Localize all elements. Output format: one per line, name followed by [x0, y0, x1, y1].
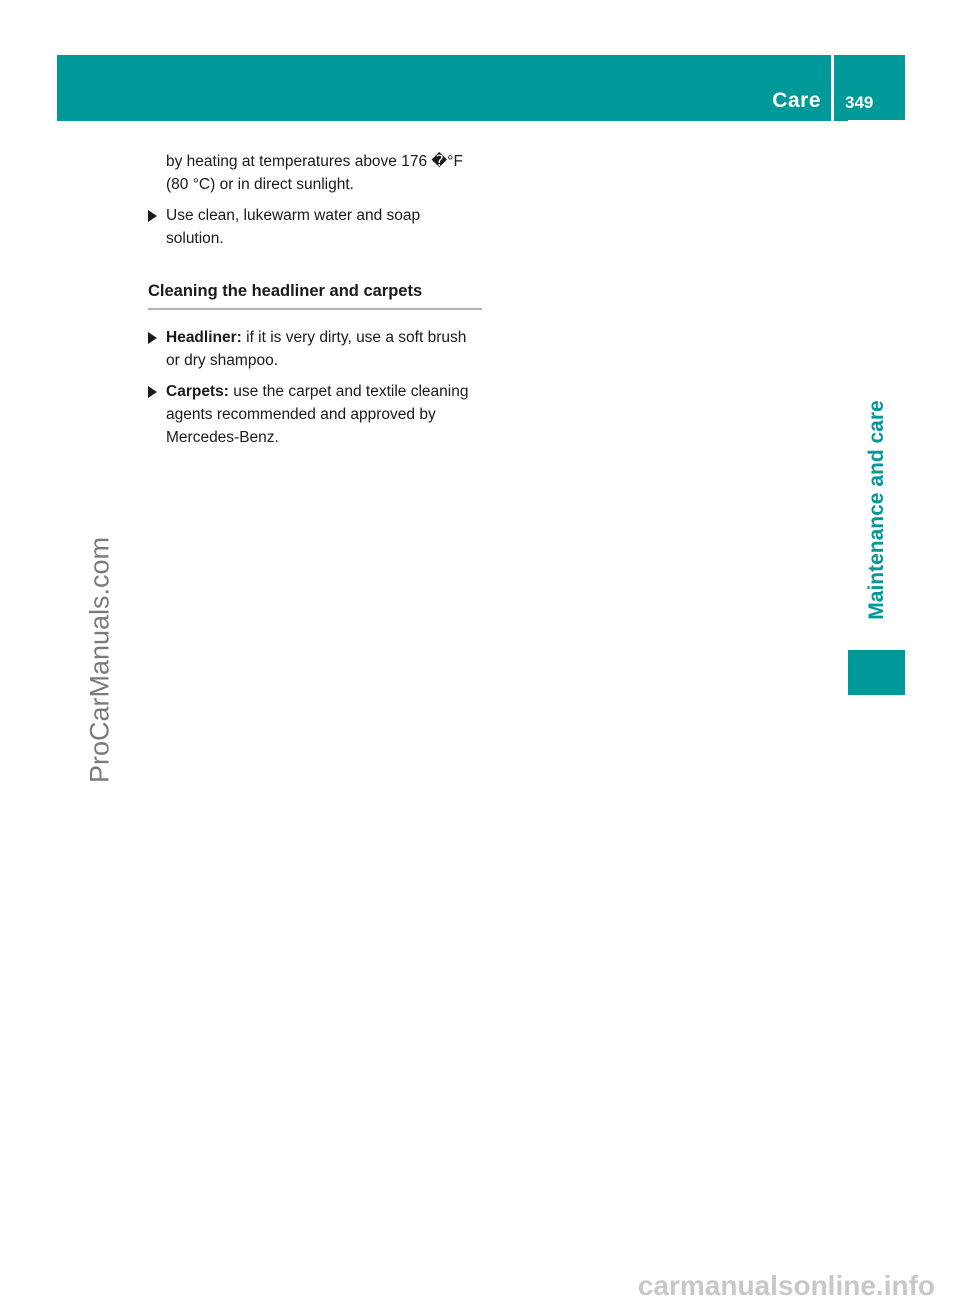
section-heading: Cleaning the headliner and carpets: [148, 280, 482, 310]
step-arrow-icon: [148, 332, 157, 344]
side-tab-label: Maintenance and care: [864, 400, 888, 620]
section-title: Care: [772, 89, 821, 112]
step-item: [148, 326, 482, 372]
side-tab: [848, 120, 905, 650]
intro-line-2: (80 ‌°C) or in direct sunlight.: [166, 176, 354, 193]
watermark-text: ProCarManuals.com: [84, 536, 115, 784]
step-text: if it is very dirty, use a soft brush or dry shampoo.: [166, 329, 467, 369]
step-label: Headliner:: [166, 329, 242, 346]
step-item: [148, 380, 482, 449]
header-bar: [57, 55, 905, 121]
step-arrow-icon: [148, 210, 157, 222]
step-text: use the carpet and textile cleaning agents recommended and approved by Mercedes-Benz.: [166, 383, 469, 446]
side-tab-marker: [848, 650, 905, 695]
intro-paragraph: [166, 150, 482, 196]
header-divider: [831, 55, 834, 121]
footer-watermark: carmanualsonline.info: [637, 1270, 935, 1301]
step-label: Carpets:: [166, 383, 229, 400]
intro-line-1: by heating at temperatures above 176 �°F: [166, 153, 463, 170]
body-text: [148, 150, 482, 457]
step-item: [148, 204, 482, 250]
page-number: 349: [845, 93, 874, 112]
watermark: [55, 536, 145, 784]
step-text: Use clean, lukewarm water and soap solution.: [166, 207, 421, 247]
step-arrow-icon: [148, 386, 157, 398]
